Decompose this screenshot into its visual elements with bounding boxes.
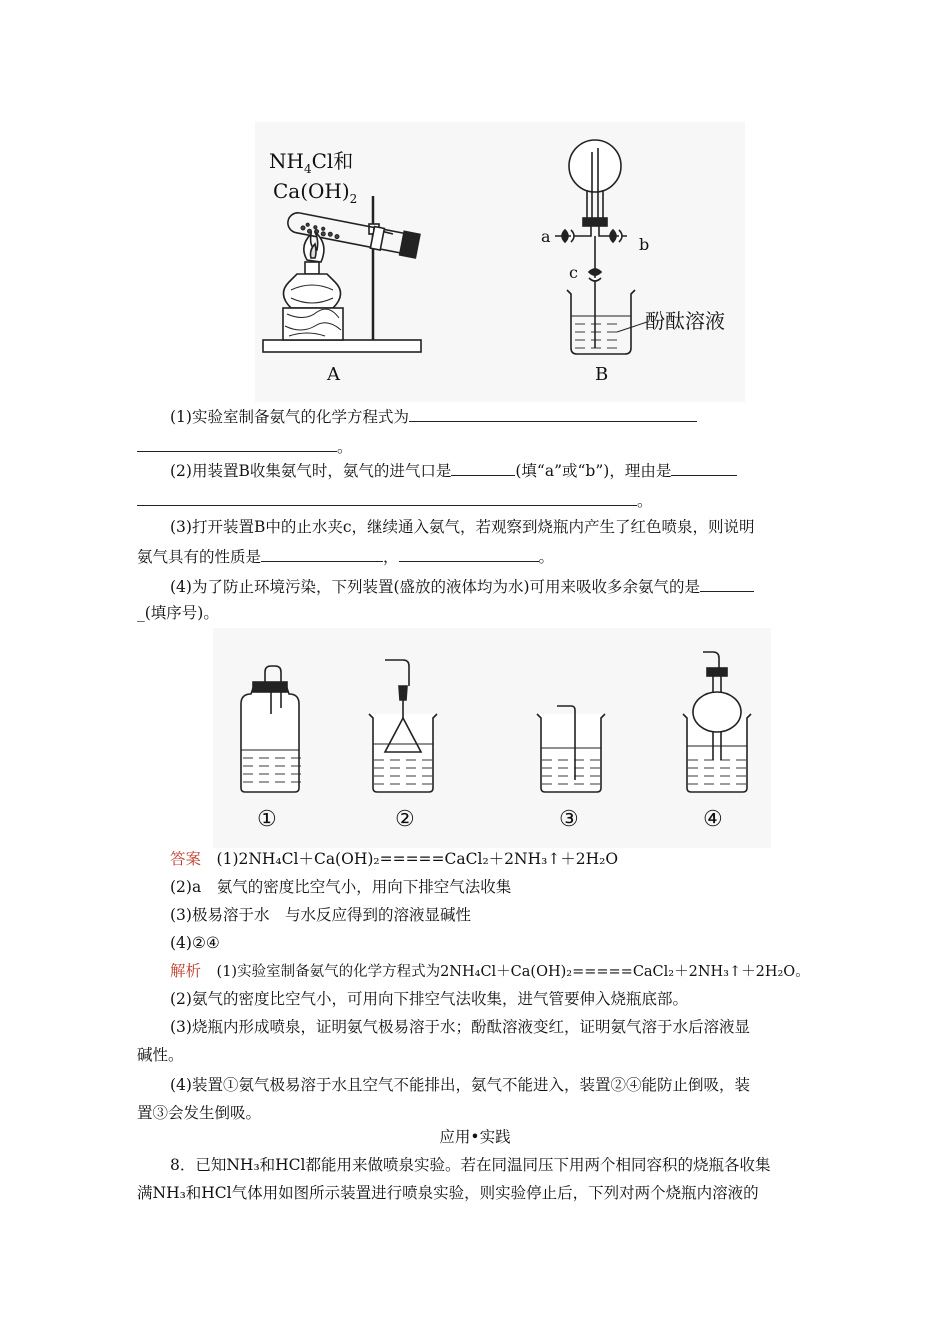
absorption-figure — [213, 628, 771, 848]
apparatus-svg — [255, 122, 745, 402]
caption-2: ② — [395, 807, 415, 832]
device-4 — [683, 652, 751, 792]
analysis-tag: 解析 — [170, 962, 202, 980]
answer-3: (3)极易溶于水 与水反应得到的溶液显碱性 — [170, 906, 471, 924]
caption-b: B — [595, 364, 609, 385]
question-4: (4)为了防止环境污染，下列装置(盛放的液体均为水)可用来吸收多余氨气的是 — [170, 576, 817, 598]
reagent-label: $NH_4Cl$和 — [269, 149, 354, 176]
caption-a: A — [327, 364, 340, 385]
analysis-3: (3)烧瓶内形成喷泉，证明氨气极易溶于水；酚酞溶液变红，证明氨气溶于水后溶液显 — [170, 1018, 750, 1036]
answer-2: (2)a 氨气的密度比空气小，用向下排空气法收集 — [170, 878, 512, 896]
answer-blank[interactable] — [137, 491, 637, 506]
reagent-label-2: $Ca(OH)_2$ — [273, 179, 358, 206]
answer-blank[interactable] — [409, 407, 697, 422]
answer-1: 答案 (1)2NH₄Cl＋Ca(OH)₂=====CaCl₂＋2NH₃↑＋2H₂O — [170, 850, 619, 868]
question-8: 8．已知NH₃和HCl都能用来做喷泉实验。若在同温同压下用两个相同容积的烧瓶各收集 — [170, 1156, 771, 1174]
device-3 — [537, 706, 605, 792]
caption-3: ③ — [559, 807, 579, 832]
label-b: b — [639, 235, 650, 254]
apparatus-figure — [255, 122, 745, 402]
question-2-cont: 。 — [137, 490, 817, 512]
device-1 — [241, 666, 301, 792]
answer-blank[interactable] — [671, 461, 737, 476]
question-1: (1)实验室制备氨气的化学方程式为 — [170, 406, 817, 428]
label-phenolphthalein: 酚酞溶液 — [645, 309, 725, 333]
question-1-cont: 。 — [137, 436, 817, 458]
caption-4: ④ — [703, 807, 723, 832]
question-4-cont: _(填序号)。 — [137, 604, 219, 622]
label-a: a — [541, 227, 551, 246]
label-c: c — [569, 263, 578, 282]
answer-blank[interactable] — [399, 547, 539, 562]
section-title: 应用•实践 — [439, 1128, 511, 1146]
answer-4: (4)②④ — [170, 934, 220, 952]
answer-blank[interactable] — [137, 437, 337, 452]
question-8-cont: 满NH₃和HCl气体用如图所示装置进行喷泉实验，则实验停止后，下列对两个烧瓶内溶液的 — [137, 1184, 759, 1202]
apparatus-b — [555, 140, 650, 354]
caption-1: ① — [257, 807, 277, 832]
analysis-2: (2)氨气的密度比空气小，可用向下排空气法收集，进气管要伸入烧瓶底部。 — [170, 990, 688, 1008]
question-3: (3)打开装置B中的止水夹c，继续通入氨气，若观察到烧瓶内产生了红色喷泉，则说明 — [170, 518, 755, 536]
analysis-1: 解析 (1)实验室制备氨气的化学方程式为2NH₄Cl＋Ca(OH)₂=====CaCl₂＋2NH₃↑＋2H₂O。 — [170, 962, 810, 980]
answer-tag: 答案 — [170, 850, 202, 868]
answer-blank[interactable] — [261, 547, 383, 562]
analysis-3-cont: 碱性。 — [137, 1046, 184, 1064]
question-2: (2)用装置B收集氨气时，氨气的进气口是 (填“a”或“b”)，理由是 — [170, 460, 817, 482]
question-3-cont: 氨气具有的性质是 ， 。 — [137, 548, 555, 566]
absorption-svg — [213, 628, 771, 848]
apparatus-a — [263, 196, 421, 352]
analysis-4-cont: 置③会发生倒吸。 — [137, 1104, 262, 1122]
answer-blank[interactable] — [700, 577, 754, 592]
answer-blank[interactable] — [451, 461, 515, 476]
device-2 — [369, 660, 437, 792]
analysis-4: (4)装置①氨气极易溶于水且空气不能排出，氨气不能进入，装置②④能防止倒吸，装 — [170, 1076, 750, 1094]
